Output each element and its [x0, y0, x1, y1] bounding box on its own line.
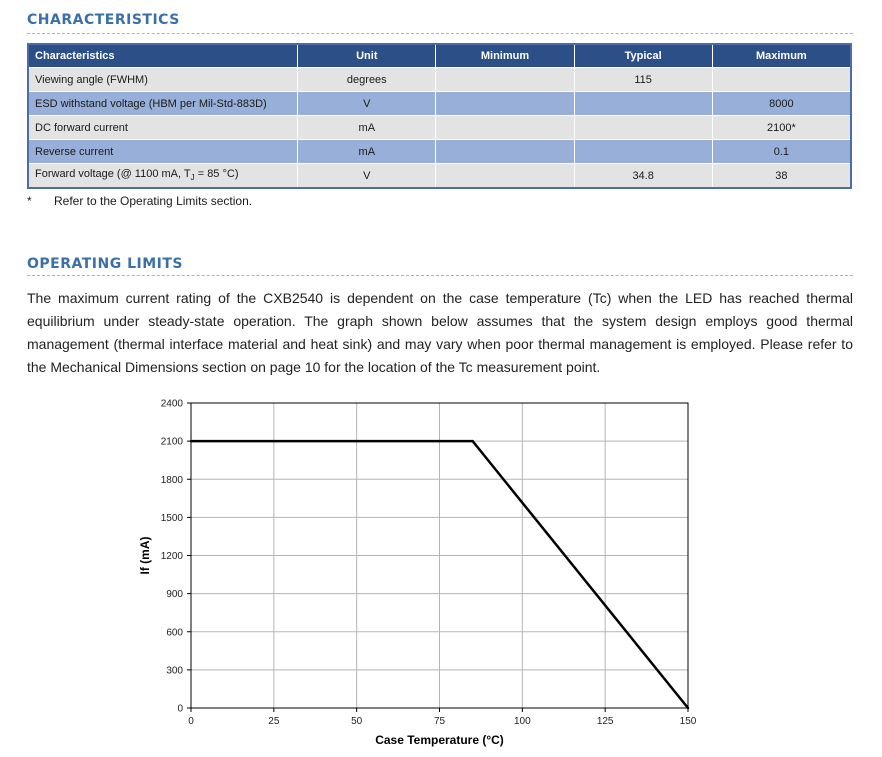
- x-tick-label: 0: [188, 716, 194, 727]
- y-tick-label: 0: [177, 703, 183, 715]
- series-point: [471, 440, 473, 442]
- row-name-prefix: Forward voltage (@ 1100 mA, T: [35, 168, 191, 181]
- row-name: [28, 164, 298, 189]
- row-max: 0.1: [712, 140, 851, 164]
- y-tick-label: 300: [166, 665, 183, 677]
- row-typ: [574, 92, 712, 116]
- y-axis-label: If (mA): [138, 536, 152, 575]
- row-name-subscript: J: [190, 173, 195, 183]
- y-tick-label: 1500: [160, 512, 183, 524]
- footnote-mark: *: [27, 194, 32, 208]
- row-max: [712, 68, 851, 92]
- row-typ: 115: [574, 68, 712, 92]
- characteristics-divider: [27, 33, 853, 34]
- row-typ: [574, 140, 712, 164]
- row-typ: 34.8: [574, 164, 712, 189]
- characteristics-heading: CHARACTERISTICS: [27, 12, 180, 28]
- header-minimum: Minimum: [436, 44, 574, 68]
- row-name: ESD withstand voltage (HBM per Mil-Std-883D): [28, 92, 298, 116]
- characteristics-table: [27, 43, 852, 189]
- operating-limits-divider: [27, 275, 853, 276]
- y-tick-label: 1200: [160, 551, 183, 562]
- x-tick-label: 25: [268, 716, 280, 727]
- table-row: [28, 164, 851, 189]
- y-tick-label: 1800: [160, 474, 183, 486]
- row-min: [436, 140, 574, 164]
- row-unit: V: [298, 92, 436, 116]
- header-unit: Unit: [298, 44, 436, 68]
- operating-limits-paragraph: The maximum current rating of the CXB2540 is dependent on the case temperature (Tc) when the LED has reached thermal equilibrium under steady-state operation. The graph shown below assumes that the system design employs good thermal management (thermal interface material and heat sink) and may vary when poor thermal management is employed. Please refer to the Mechanical Dimensions section on page 10 for the location of the Tc measurement point.: [27, 290, 853, 375]
- y-tick-label: 600: [166, 627, 183, 639]
- table-header-row: [28, 44, 851, 68]
- table-row: [28, 116, 851, 140]
- row-name-suffix: = 85 °C): [194, 168, 239, 181]
- row-name: DC forward current: [28, 116, 298, 140]
- row-unit: degrees: [298, 68, 436, 92]
- x-axis-label: Case Temperature (°C): [375, 733, 504, 747]
- table-row: [28, 68, 851, 92]
- chart-grid: [191, 403, 688, 708]
- row-min: [436, 116, 574, 140]
- table-footnote: [27, 194, 252, 208]
- row-unit: mA: [298, 140, 436, 164]
- x-tick-label: 50: [351, 716, 363, 727]
- y-tick-label: 2400: [160, 398, 183, 410]
- row-unit: V: [298, 164, 436, 189]
- row-max: 8000: [712, 92, 851, 116]
- row-max: 2100*: [712, 116, 851, 140]
- footnote-text: Refer to the Operating Limits section.: [54, 194, 253, 208]
- row-min: [436, 68, 574, 92]
- row-name: Reverse current: [28, 140, 298, 164]
- x-tick-label: 100: [513, 716, 531, 727]
- derating-chart: [130, 392, 710, 752]
- row-min: [436, 92, 574, 116]
- header-characteristics: Characteristics: [28, 44, 298, 68]
- row-min: [436, 164, 574, 189]
- operating-limits-heading: OPERATING LIMITS: [27, 256, 183, 272]
- header-maximum: Maximum: [712, 44, 851, 68]
- y-tick-label: 2100: [160, 436, 183, 448]
- x-tick-label: 150: [679, 716, 697, 727]
- series-point: [687, 707, 689, 709]
- row-max: 38: [712, 164, 851, 189]
- y-tick-label: 900: [166, 589, 183, 601]
- row-typ: [574, 116, 712, 140]
- row-name: Viewing angle (FWHM): [28, 68, 298, 92]
- row-unit: mA: [298, 116, 436, 140]
- chart-ticks: [161, 399, 697, 728]
- x-tick-label: 75: [433, 716, 446, 727]
- series-point: [190, 440, 192, 442]
- x-tick-label: 125: [596, 716, 614, 727]
- table-row: [28, 140, 851, 164]
- table-row: [28, 92, 851, 116]
- header-typical: Typical: [574, 44, 712, 68]
